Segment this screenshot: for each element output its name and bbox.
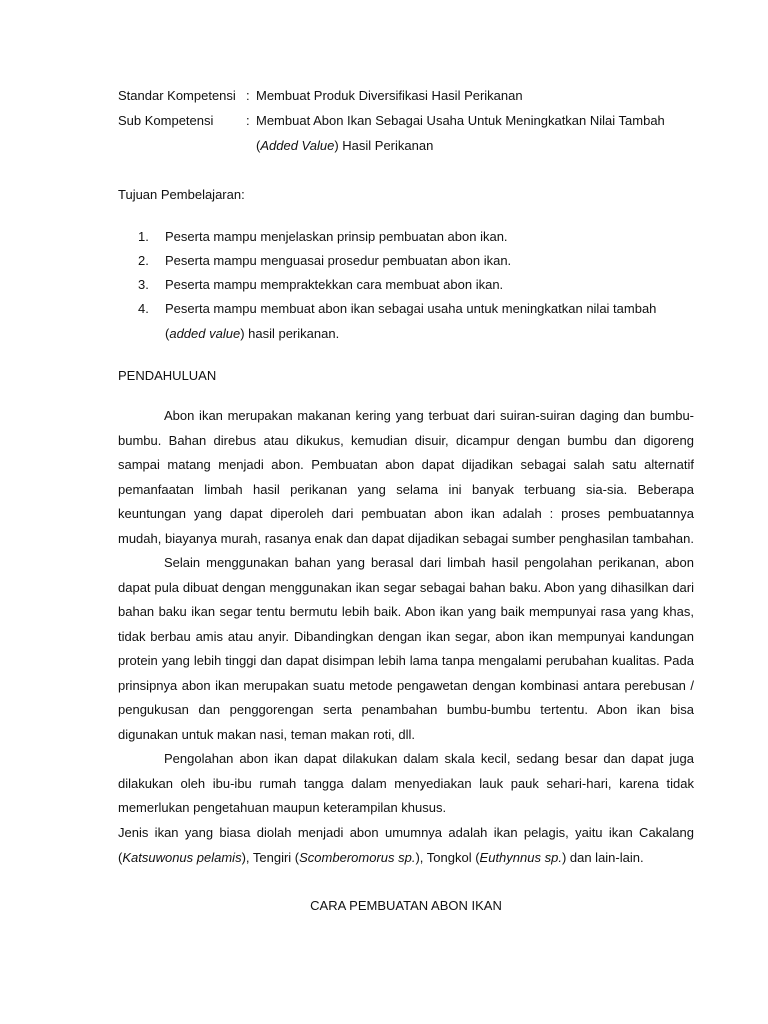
standar-kompetensi-value: Membuat Produk Diversifikasi Hasil Perikanan (256, 88, 523, 103)
paragraph-3: Pengolahan abon ikan dapat dilakukan dalam skala kecil, sedang besar dan dapat juga dilakukan oleh ibu-ibu rumah tangga dalam menyediakan lauk pauk sehari-hari, karena tidak memerlukan pengetahuan maupun keterampilan khusus. (118, 751, 694, 815)
sub-kompetensi-label: Sub Kompetensi (118, 113, 214, 128)
tujuan-title: Tujuan Pembelajaran: (118, 187, 245, 202)
sub-kompetensi-value-line2: (Added Value) Hasil Perikanan (256, 138, 434, 153)
sub-kompetensi-separator: : (246, 113, 250, 128)
paragraph-2: Selain menggunakan bahan yang berasal dari limbah hasil pengolahan perikanan, abon dapat pula dibuat dengan menggunakan ikan segar sebagai bahan baku. Abon yang dihasilkan dari bahan baku ikan segar tentu bermutu lebih baik. Abon ikan yang baik mempunyai rasa yang khas, tidak berbau amis atau anyir. Dibandingkan dengan ikan segar, abon ikan mempunyai kandungan protein yang lebih tinggi dan dapat disimpan lebih lama tanpa mengalami perubahan kualitas. Pada prinsipnya abon ikan merupakan suatu metode pengawetan dengan kombinasi antara perebusan / pengukusan dan penggorengan serta penambahan bumbu-bumbu tertentu. Abon ikan bisa digunakan untuk makan nasi, teman makan roti, dll. (118, 555, 694, 742)
cara-pembuatan-title: CARA PEMBUATAN ABON IKAN (310, 898, 502, 913)
list-item-continuation: (added value) hasil perikanan. (165, 326, 340, 341)
list-item-number: 4. (138, 301, 149, 316)
list-item-number: 3. (138, 277, 149, 292)
list-item: Peserta mampu menguasai prosedur pembuatan abon ikan. (165, 253, 512, 268)
standar-kompetensi-separator: : (246, 88, 250, 103)
sub-kompetensi-value-line1: Membuat Abon Ikan Sebagai Usaha Untuk Meningkatkan Nilai Tambah (256, 113, 665, 128)
list-item-number: 1. (138, 229, 149, 244)
list-item: Peserta mampu menjelaskan prinsip pembuatan abon ikan. (165, 229, 508, 244)
list-item: Peserta mampu mempraktekkan cara membuat abon ikan. (165, 277, 504, 292)
list-item: Peserta mampu membuat abon ikan sebagai usaha untuk meningkatkan nilai tambah (165, 301, 657, 316)
paragraph-4: Jenis ikan yang biasa diolah menjadi abon umumnya adalah ikan pelagis, yaitu ikan Cakalang (Katsuwonus pelamis), Tengiri (Scomberomorus sp.), Tongkol (Euthynnus sp.) dan lain-lain. (118, 825, 694, 865)
list-item-number: 2. (138, 253, 149, 268)
paragraph-1: Abon ikan merupakan makanan kering yang terbuat dari suiran-suiran daging dan bumbu-bumbu. Bahan direbus atau dikukus, kemudian disuir, dicampur dengan bumbu dan digoreng sampai matang menjadi abon. Pembuatan abon dapat dijadikan sebagai salah satu alternatif pemanfaatan limbah hasil perikanan yang selama ini banyak terbuang sia-sia. Beberapa keuntungan yang dapat diperoleh dari pembuatan abon ikan adalah : proses pembuatannya mudah, biayanya murah, rasanya enak dan dapat dijadikan sebagai sumber penghasilan tambahan. (118, 408, 694, 546)
standar-kompetensi-label: Standar Kompetensi (118, 88, 236, 103)
added-value-term: Added Value (260, 138, 335, 153)
pendahuluan-title: PENDAHULUAN (118, 368, 217, 383)
